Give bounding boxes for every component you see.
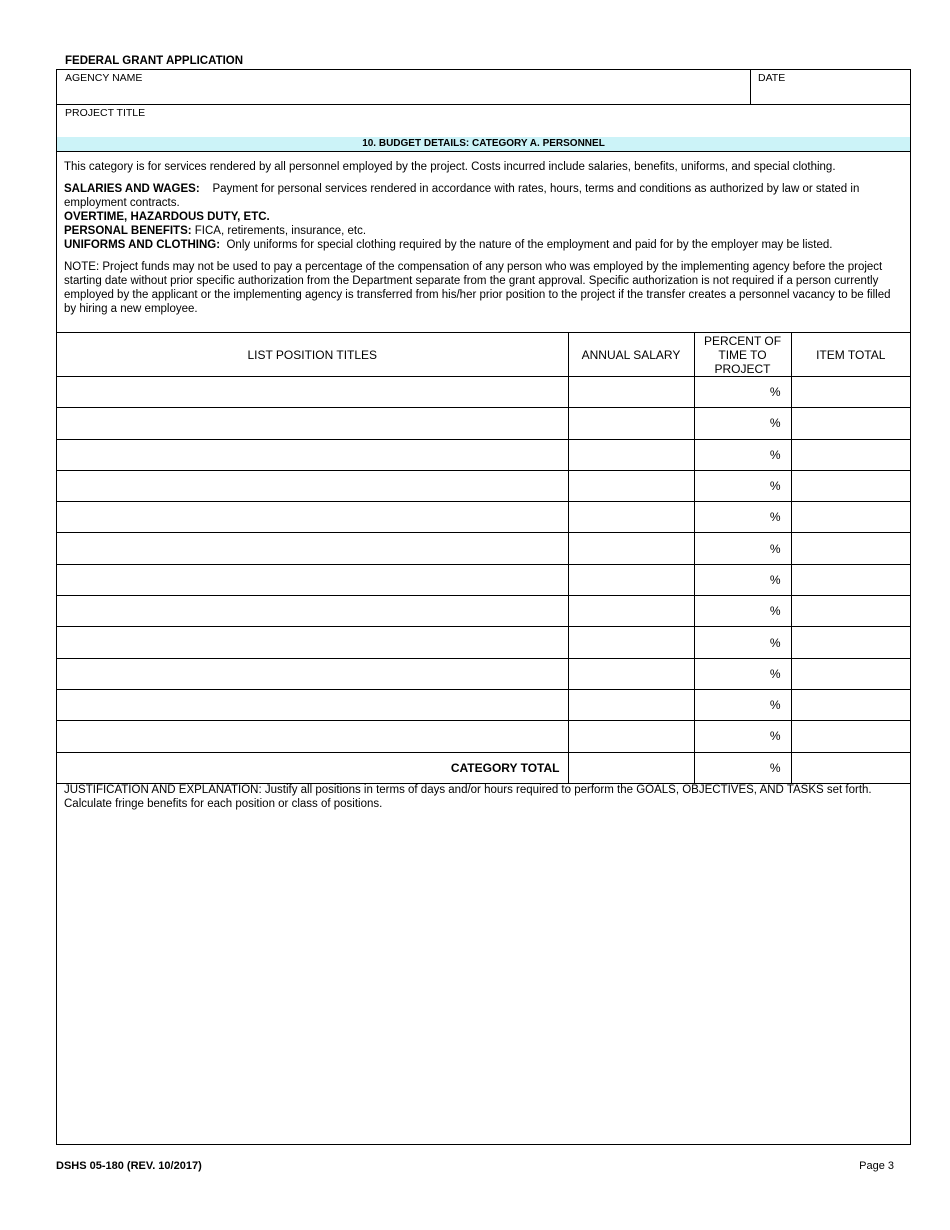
uniforms-paragraph	[64, 238, 902, 252]
percent-header-line2: TIME TO	[718, 347, 767, 362]
percent-symbol: %	[769, 385, 781, 400]
percent-time-cell[interactable]	[694, 596, 791, 627]
table-row	[57, 470, 910, 501]
percent-time-cell[interactable]	[694, 439, 791, 470]
table-row	[57, 502, 910, 533]
percent-time-cell[interactable]	[694, 689, 791, 720]
item-total-cell[interactable]	[791, 439, 910, 470]
annual-salary-cell[interactable]	[568, 596, 694, 627]
project-title-row	[57, 105, 910, 138]
position-title-cell[interactable]	[57, 564, 568, 595]
percent-time-cell[interactable]	[694, 408, 791, 439]
percent-symbol: %	[769, 635, 781, 650]
table-row	[57, 627, 910, 658]
table-row	[57, 408, 910, 439]
category-total-row	[57, 752, 910, 783]
personnel-table-wrapper	[57, 332, 910, 784]
percent-symbol: %	[769, 760, 781, 775]
percent-time-cell[interactable]	[694, 627, 791, 658]
item-total-header: ITEM TOTAL	[791, 333, 910, 377]
position-title-cell[interactable]	[57, 596, 568, 627]
percent-symbol: %	[769, 541, 781, 556]
position-title-cell[interactable]	[57, 408, 568, 439]
category-total-amount-cell[interactable]	[791, 752, 910, 783]
position-title-cell[interactable]	[57, 470, 568, 501]
percent-symbol: %	[769, 572, 781, 587]
category-total-label: CATEGORY TOTAL	[57, 752, 568, 783]
table-row	[57, 689, 910, 720]
percent-header-line1: PERCENT OF	[703, 333, 782, 348]
position-title-cell[interactable]	[57, 533, 568, 564]
note-text: NOTE: Project funds may not be used to pay a percentage of the compensation of any person who was employed by the implementing agency before the project starting date without prior specific authorization from the Department separate from the grant approval. Specific authorization is not required if a person currently employed by the applicant or the implementing agency is transferred from his/her prior position to the project if the transfer creates a personnel vacancy to be filled by hiring a new employee.	[64, 261, 891, 315]
position-title-cell[interactable]	[57, 627, 568, 658]
table-header-row	[57, 333, 910, 377]
annual-salary-cell[interactable]	[568, 564, 694, 595]
table-row	[57, 596, 910, 627]
table-row	[57, 377, 910, 408]
table-row	[57, 658, 910, 689]
percent-time-cell[interactable]	[694, 470, 791, 501]
intro-text: This category is for services rendered by all personnel employed by the project. Costs incurred include salaries, benefits, uniforms, and special clothing.	[64, 161, 836, 173]
category-total-percent-cell[interactable]	[694, 752, 791, 783]
item-total-cell[interactable]	[791, 377, 910, 408]
benefits-paragraph	[64, 224, 902, 238]
percent-time-cell[interactable]	[694, 377, 791, 408]
item-total-cell[interactable]	[791, 533, 910, 564]
annual-salary-cell[interactable]	[568, 627, 694, 658]
annual-salary-cell[interactable]	[568, 502, 694, 533]
annual-salary-cell[interactable]	[568, 377, 694, 408]
position-title-cell[interactable]	[57, 721, 568, 752]
overtime-paragraph	[64, 210, 902, 224]
percent-symbol: %	[769, 604, 781, 619]
salaries-text: Payment for personal services rendered in accordance with rates, hours, terms and conditions as authorized by law or stated in employment contracts.	[64, 183, 860, 209]
percent-time-cell[interactable]	[694, 564, 791, 595]
annual-salary-cell[interactable]	[568, 689, 694, 720]
item-total-cell[interactable]	[791, 658, 910, 689]
agency-date-divider	[750, 70, 751, 104]
table-row	[57, 533, 910, 564]
item-total-cell[interactable]	[791, 564, 910, 595]
position-title-cell[interactable]	[57, 689, 568, 720]
annual-salary-header: ANNUAL SALARY	[568, 333, 694, 377]
position-title-cell[interactable]	[57, 502, 568, 533]
position-title-cell[interactable]	[57, 439, 568, 470]
percent-time-cell[interactable]	[694, 533, 791, 564]
date-label: DATE	[758, 72, 786, 84]
position-title-cell[interactable]	[57, 658, 568, 689]
item-total-cell[interactable]	[791, 408, 910, 439]
percent-time-header	[694, 333, 791, 377]
section-heading: 10. BUDGET DETAILS: CATEGORY A. PERSONNEL	[57, 137, 910, 152]
page-number: Page 3	[859, 1160, 894, 1172]
project-title-label: PROJECT TITLE	[65, 107, 146, 119]
overtime-heading: OVERTIME, HAZARDOUS DUTY, ETC.	[64, 211, 270, 223]
percent-symbol: %	[769, 447, 781, 462]
benefits-text: FICA, retirements, insurance, etc.	[194, 225, 367, 237]
agency-name-label: AGENCY NAME	[65, 72, 143, 84]
category-total-salary-cell[interactable]	[568, 752, 694, 783]
item-total-cell[interactable]	[791, 689, 910, 720]
form-frame	[56, 69, 911, 1145]
percent-symbol: %	[769, 666, 781, 681]
benefits-heading: PERSONAL BENEFITS:	[64, 225, 192, 237]
percent-symbol: %	[769, 479, 781, 494]
annual-salary-cell[interactable]	[568, 470, 694, 501]
justification-text: JUSTIFICATION AND EXPLANATION: Justify all positions in terms of days and/or hours required to perform the GOALS, OBJECTIVES, AND TASKS set forth. Calculate fringe benefits for each position or class of positions.	[64, 784, 872, 810]
annual-salary-cell[interactable]	[568, 533, 694, 564]
instructions	[64, 160, 902, 316]
percent-symbol: %	[769, 416, 781, 431]
item-total-cell[interactable]	[791, 721, 910, 752]
uniforms-text: Only uniforms for special clothing required by the nature of the employment and paid for by the employer may be listed.	[226, 239, 833, 251]
item-total-cell[interactable]	[791, 627, 910, 658]
salaries-heading: SALARIES AND WAGES:	[64, 183, 200, 195]
percent-time-cell[interactable]	[694, 721, 791, 752]
item-total-cell[interactable]	[791, 502, 910, 533]
table-body	[57, 377, 910, 784]
agency-date-row	[57, 70, 910, 105]
percent-time-cell[interactable]	[694, 502, 791, 533]
percent-symbol: %	[769, 729, 781, 744]
table-row	[57, 721, 910, 752]
table-row	[57, 564, 910, 595]
annual-salary-cell[interactable]	[568, 658, 694, 689]
percent-symbol: %	[769, 510, 781, 525]
position-title-cell[interactable]	[57, 377, 568, 408]
position-titles-header: LIST POSITION TITLES	[57, 333, 568, 377]
table-row	[57, 439, 910, 470]
percent-time-cell[interactable]	[694, 658, 791, 689]
percent-symbol: %	[769, 698, 781, 713]
percent-header-line3: PROJECT	[714, 361, 771, 376]
form-number: DSHS 05-180 (REV. 10/2017)	[56, 1160, 202, 1172]
item-total-cell[interactable]	[791, 596, 910, 627]
annual-salary-cell[interactable]	[568, 721, 694, 752]
form-title: FEDERAL GRANT APPLICATION	[65, 55, 244, 67]
item-total-cell[interactable]	[791, 470, 910, 501]
personnel-table	[57, 332, 910, 784]
salaries-paragraph	[64, 182, 902, 210]
annual-salary-cell[interactable]	[568, 408, 694, 439]
annual-salary-cell[interactable]	[568, 439, 694, 470]
uniforms-heading: UNIFORMS AND CLOTHING:	[64, 239, 221, 251]
